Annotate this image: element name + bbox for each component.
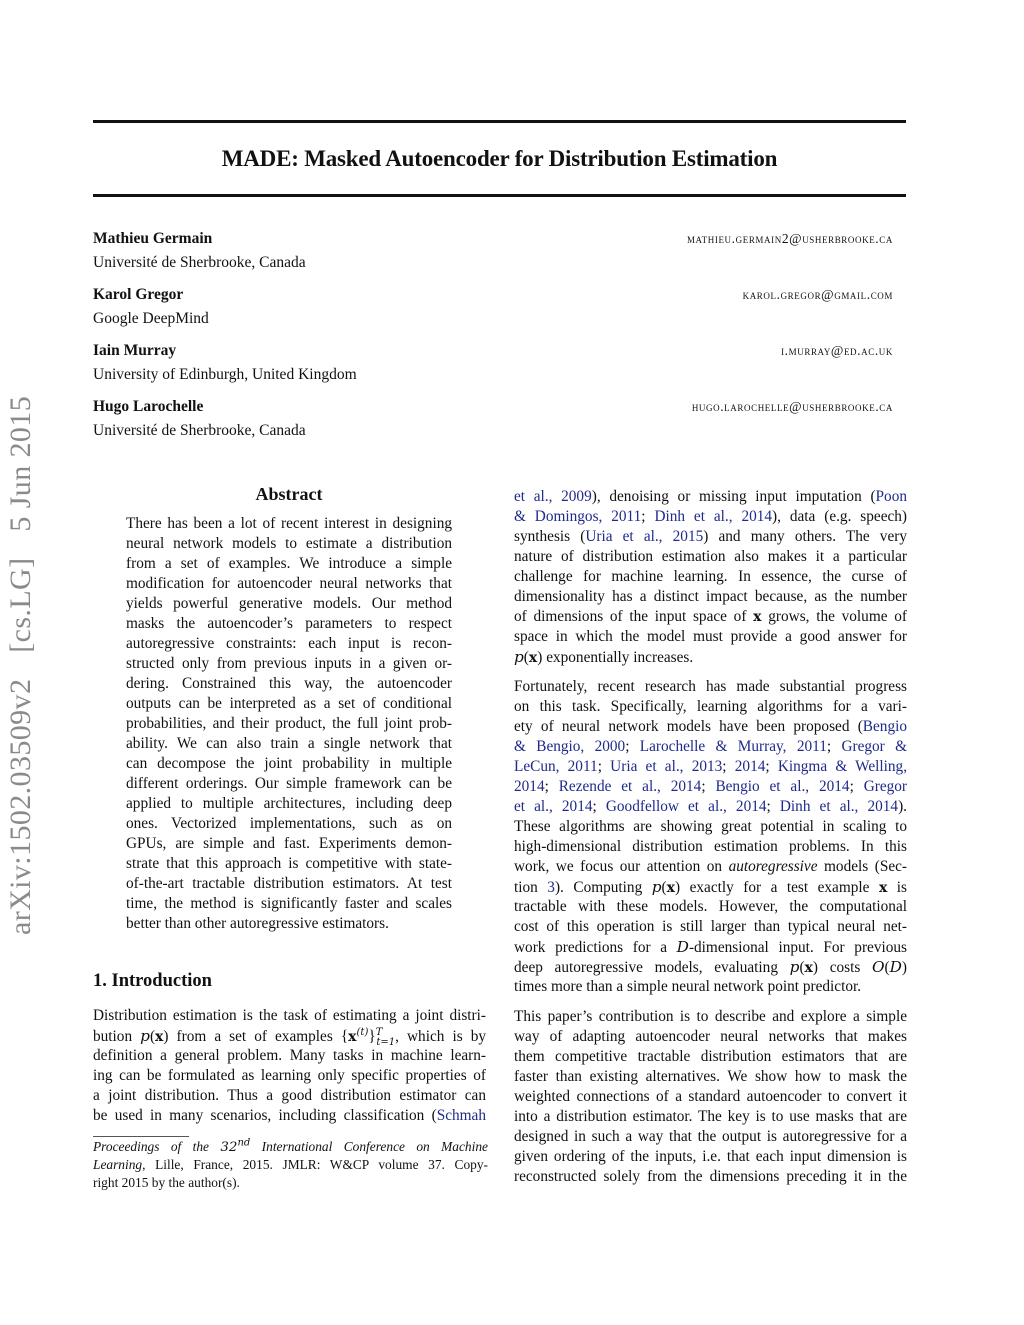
abstract-line: GPUs, are simple and fast. Experiments demon- <box>126 835 452 852</box>
body-line: p(x) exponentially increases. <box>514 648 694 666</box>
citation-link[interactable]: 2014 <box>514 778 545 795</box>
author-block <box>93 339 893 387</box>
abstract-line: strate that this approach is competitive with state- <box>126 855 452 872</box>
abstract-line: outputs can be interpreted as a set of conditional <box>126 695 452 712</box>
citation-link[interactable]: Schmah <box>436 1107 486 1124</box>
citation-link[interactable]: Uria et al., 2015 <box>585 528 704 545</box>
abstract-line: autoregressive constraints: each input is recon- <box>126 635 452 652</box>
title-rule-top <box>93 120 906 123</box>
citation-link[interactable]: LeCun, 2011 <box>514 758 598 775</box>
footnote-rule <box>93 1136 189 1137</box>
author-affiliation: Université de Sherbrooke, Canada <box>93 422 306 439</box>
citation-link[interactable]: Bengio <box>862 718 907 735</box>
body-line: synthesis (Uria et al., 2015) and many others. The very <box>514 528 907 545</box>
body-line: them competitive tractable distribution estimators that are <box>514 1048 907 1065</box>
body-line: tion 3). Computing p(x) exactly for a test example x is <box>514 878 907 896</box>
citation-link[interactable]: Bengio et al., 2014 <box>715 778 850 795</box>
abstract-line: There has been a lot of recent interest in designing <box>126 515 452 532</box>
citation-link[interactable]: et al., 2009 <box>514 488 592 505</box>
body-line: et al., 2014; Goodfellow et al., 2014; Dinh et al., 2014). <box>514 798 907 815</box>
body-line: into a distribution estimator. The key is to use masks that are <box>514 1108 907 1125</box>
body-line: Fortunately, recent research has made substantial progress <box>514 678 907 695</box>
abstract-line: modification for autoencoder neural networks that <box>126 575 452 592</box>
body-line: bution p(x) from a set of examples $\{x^{(t)}\}^T_{t=1}$, which is by <box>93 1026 486 1049</box>
intro-right-paragraph-1 <box>514 487 907 667</box>
author-block <box>93 395 893 443</box>
body-line: deep autoregressive models, evaluating p(x) costs O(D) <box>514 958 907 976</box>
body-line: ety of neural network models have been proposed (Bengio <box>514 718 907 735</box>
citation-link[interactable]: Kingma & Welling, <box>777 758 908 775</box>
abstract-heading: Abstract <box>255 484 323 504</box>
abstract-line: neural network models to estimate a distribution <box>126 535 452 552</box>
citation-link[interactable]: & Bengio, 2000 <box>514 738 626 755</box>
abstract-line: masks the autoencoder’s parameters to respect <box>126 615 452 632</box>
citation-link[interactable]: Rezende et al., 2014 <box>558 778 702 795</box>
abstract-line: better than other autoregressive estimators. <box>126 915 389 932</box>
body-line: space in which the model must provide a good answer for <box>514 628 907 645</box>
body-line: Distribution estimation is the task of estimating a joint distri- <box>93 1007 486 1024</box>
abstract-body <box>126 514 452 934</box>
footnote-line: right 2015 by the author(s). <box>93 1175 240 1190</box>
body-line: reconstructed solely from the dimensions preceding it in the <box>514 1168 907 1185</box>
abstract-line: from a set of examples. We introduce a simple <box>126 555 452 572</box>
footnote-line: Learning, Lille, France, 2015. JMLR: W&CP volume 37. Copy- <box>93 1157 488 1172</box>
arxiv-id: arXiv:1502.03509v2 <box>4 678 37 935</box>
abstract-line: applied to multiple architectures, including deep <box>126 795 452 812</box>
citation-link[interactable]: Gregor <box>863 778 908 795</box>
author-name: Mathieu Germain <box>93 230 213 247</box>
body-line: designed in such a way that the output is autoregressive for a <box>514 1128 907 1145</box>
section-ref-link[interactable]: 3 <box>547 879 555 896</box>
author-affiliation: Université de Sherbrooke, Canada <box>93 254 306 271</box>
abstract-line: ones. Vectorized implementations, such as on <box>126 815 452 832</box>
author-affiliation: University of Edinburgh, United Kingdom <box>93 366 357 383</box>
intro-left-paragraph <box>93 1006 486 1126</box>
body-line: tractable with these models. However, the computational <box>514 898 907 915</box>
body-line: & Domingos, 2011; Dinh et al., 2014), data (e.g. speech) <box>514 508 908 525</box>
author-affiliation: Google DeepMind <box>93 310 209 327</box>
abstract-line: probabilities, and their product, the full joint prob- <box>126 715 452 732</box>
abstract-line: structed only from previous inputs in a given or- <box>126 655 452 672</box>
citation-link[interactable]: Gregor & <box>841 738 908 755</box>
body-line: high-dimensional distribution estimation problems. In this <box>514 838 907 855</box>
body-line: & Bengio, 2000; Larochelle & Murray, 2011; Gregor & <box>514 738 908 755</box>
author-email[interactable]: mathieu.germain2@usherbrooke.ca <box>686 231 893 246</box>
author-name: Karol Gregor <box>93 286 184 303</box>
author-block <box>93 227 893 275</box>
citation-link[interactable]: et al., 2014 <box>514 798 593 815</box>
body-line: This paper’s contribution is to describe and explore a simple <box>514 1008 907 1025</box>
title-rule-bottom <box>93 194 906 197</box>
body-line: et al., 2009), denoising or missing input imputation (Poon <box>514 488 907 505</box>
body-line: cost of this operation is still larger than typical neural net- <box>514 918 907 935</box>
body-line: dimensionality has a distinct impact because, as the number <box>514 588 907 605</box>
abstract-line: of-the-art tractable distribution estimators. At test <box>126 875 452 892</box>
citation-link[interactable]: Goodfellow et al., 2014 <box>605 798 767 815</box>
body-line: be used in many scenarios, including classification (Schmah <box>93 1107 486 1124</box>
author-block <box>93 283 893 331</box>
citation-link[interactable]: Larochelle & Murray, 2011 <box>639 738 827 755</box>
body-line: on this task. Specifically, learning algorithms for a vari- <box>514 698 907 715</box>
author-name: Hugo Larochelle <box>93 398 204 415</box>
author-email[interactable]: karol.gregor@gmail.com <box>742 287 893 302</box>
section-heading-introduction: 1. Introduction <box>93 971 212 991</box>
body-line: 2014; Rezende et al., 2014; Bengio et al., 2014; Gregor <box>514 778 908 795</box>
intro-right-paragraph-2 <box>514 677 907 997</box>
body-line: ing can be formulated as learning only specific properties of <box>93 1067 486 1084</box>
body-line: faster than existing alternatives. We show how to mask the <box>514 1068 907 1085</box>
body-line: of dimensions of the input space of x grows, the volume of <box>514 608 907 625</box>
body-line: given ordering of the inputs, i.e. that each input dimension is <box>514 1148 907 1165</box>
body-line: definition a general problem. Many tasks in machine learn- <box>93 1047 486 1064</box>
footnote-line: Proceedings of the 32nd International Conference on Machine <box>93 1137 488 1155</box>
citation-link[interactable]: Uria et al., 2013 <box>610 758 723 775</box>
body-line: weighted connections of a standard autoencoder to convert it <box>514 1088 907 1105</box>
body-line: LeCun, 2011; Uria et al., 2013; 2014; Kingma & Welling, <box>514 758 908 775</box>
author-email[interactable]: i.murray@ed.ac.uk <box>781 343 893 358</box>
citation-link[interactable]: Dinh et al., 2014 <box>779 798 899 815</box>
body-line: These algorithms are showing great potential in scaling to <box>514 818 907 835</box>
abstract-line: time, the method is significantly faster and scales <box>126 895 452 912</box>
paper-title: MADE: Masked Autoencoder for Distribution Estimation <box>221 146 778 171</box>
arxiv-category: [cs.LG] <box>4 557 37 653</box>
body-line: challenge for machine learning. In essence, the curse of <box>514 568 907 585</box>
abstract-line: ability. We can also train a single network that <box>126 735 452 752</box>
arxiv-date: 5 Jun 2015 <box>4 395 37 532</box>
author-email[interactable]: hugo.larochelle@usherbrooke.ca <box>691 399 893 414</box>
citation-link[interactable]: 2014 <box>734 758 766 775</box>
author-name: Iain Murray <box>93 342 177 359</box>
citation-link[interactable]: Poon <box>875 488 907 505</box>
footnote <box>93 1138 488 1192</box>
intro-right-paragraph-3 <box>514 1007 907 1187</box>
citation-link[interactable]: Dinh et al., 2014 <box>654 508 773 525</box>
arxiv-stamp <box>4 378 38 935</box>
abstract-line: different orderings. Our simple framework can be <box>126 775 452 792</box>
body-line: times more than a simple neural network point predictor. <box>514 978 862 995</box>
body-line: way of adapting autoencoder neural networks that makes <box>514 1028 907 1045</box>
abstract-line: yields powerful generative models. Our method <box>126 595 452 612</box>
body-line: work predictions for a D-dimensional input. For previous <box>514 938 907 956</box>
abstract-line: can decompose the joint probability in multiple <box>126 755 452 772</box>
body-line: a joint distribution. Thus a good distribution estimator can <box>93 1087 486 1104</box>
body-line: work, we focus our attention on autoregressive models (Sec- <box>514 858 907 875</box>
citation-link[interactable]: & Domingos, 2011 <box>514 508 642 525</box>
body-line: nature of distribution estimation also makes it a particular <box>514 548 907 565</box>
abstract-line: dering. Constrained this way, the autoencoder <box>126 675 452 692</box>
